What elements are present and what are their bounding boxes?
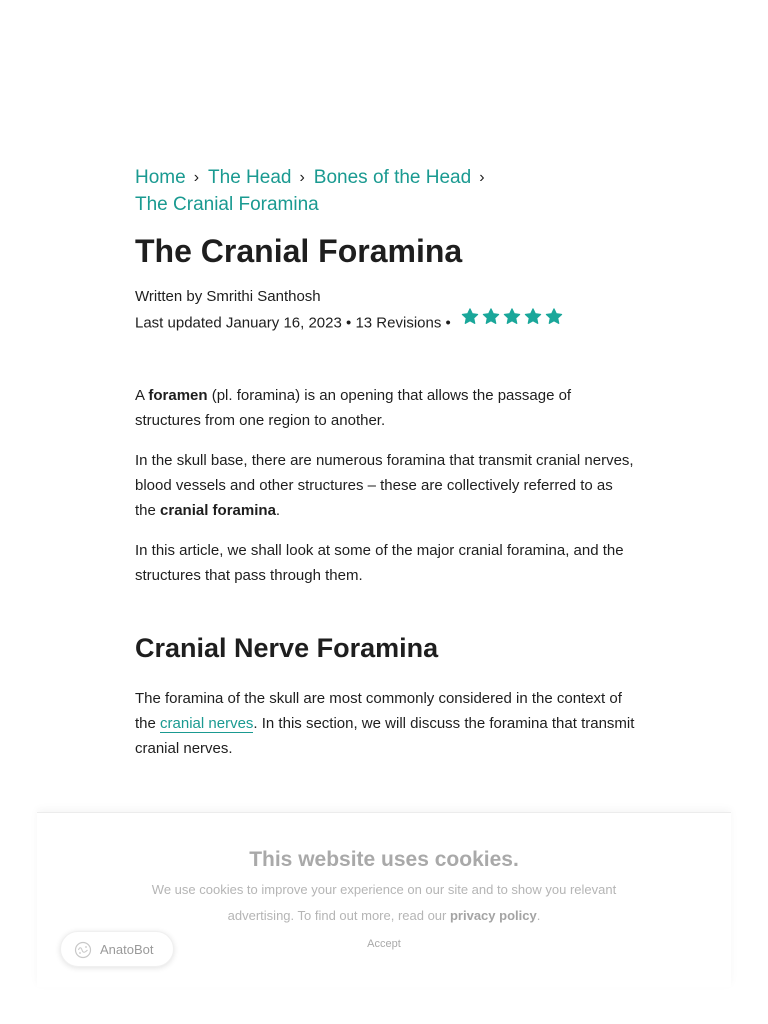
article-content: [135, 165, 635, 776]
cookie-title: This website uses cookies.: [249, 848, 519, 871]
star-icon: [524, 308, 543, 326]
anatobot-label: AnatoBot: [100, 942, 154, 957]
revisions-link[interactable]: 13 Revisions: [355, 314, 442, 332]
anatobot-button[interactable]: [60, 931, 174, 967]
cranial-nerves-link[interactable]: cranial nerves: [160, 715, 254, 732]
privacy-policy-link[interactable]: privacy policy: [449, 908, 537, 923]
paragraph: In this article, we shall look at some of the major cranial foramina, and the structures that pass through them.: [135, 542, 624, 584]
update-line: [135, 310, 635, 337]
rating-stars[interactable]: [461, 308, 566, 335]
section-heading: Cranial Nerve Foramina: [135, 633, 439, 663]
star-icon: [461, 308, 480, 326]
breadcrumb-the-head[interactable]: The Head: [208, 167, 292, 188]
paragraph: The foramina of the skull are most commonly considered in the context of the cranial nerves. In this section, we will discuss the foramina that transmit cranial nerves.: [135, 690, 635, 757]
chatbot-icon: [74, 941, 92, 959]
article-body: [135, 383, 635, 761]
meta-separator: •: [346, 314, 352, 332]
article-meta: [135, 284, 635, 337]
cookie-text: We use cookies to improve your experience on our site and to show you relevant advertising. To find out more, read our privacy policy.: [151, 882, 617, 923]
paragraph: In the skull base, there are numerous foramina that transmit cranial nerves, blood vessels and other structures – these are collectively referred to as the cranial foramina.: [135, 452, 634, 519]
star-icon: [503, 308, 522, 326]
breadcrumb-home[interactable]: Home: [135, 167, 186, 188]
accept-cookies-button[interactable]: Accept: [361, 937, 407, 951]
author-line: Written by Smrithi Santhosh: [135, 288, 321, 305]
last-updated: Last updated January 16, 2023: [135, 314, 342, 332]
term-foramen: foramen: [148, 387, 208, 404]
chevron-right-icon: ›: [193, 169, 200, 186]
breadcrumb-bones-of-the-head[interactable]: Bones of the Head: [313, 167, 472, 188]
star-icon: [545, 308, 564, 326]
page-title: The Cranial Foramina: [135, 233, 463, 269]
meta-separator: •: [445, 314, 451, 332]
term-cranial-foramina: cranial foramina: [160, 502, 276, 519]
chevron-right-icon: ›: [479, 169, 485, 186]
breadcrumb-cranial-foramina[interactable]: The Cranial Foramina: [135, 194, 319, 215]
paragraph: A foramen (pl. foramina) is an opening that allows the passage of structures from one region to another.: [135, 387, 572, 429]
chevron-right-icon: ›: [299, 169, 305, 186]
star-icon: [482, 308, 501, 326]
breadcrumb: [135, 165, 635, 218]
